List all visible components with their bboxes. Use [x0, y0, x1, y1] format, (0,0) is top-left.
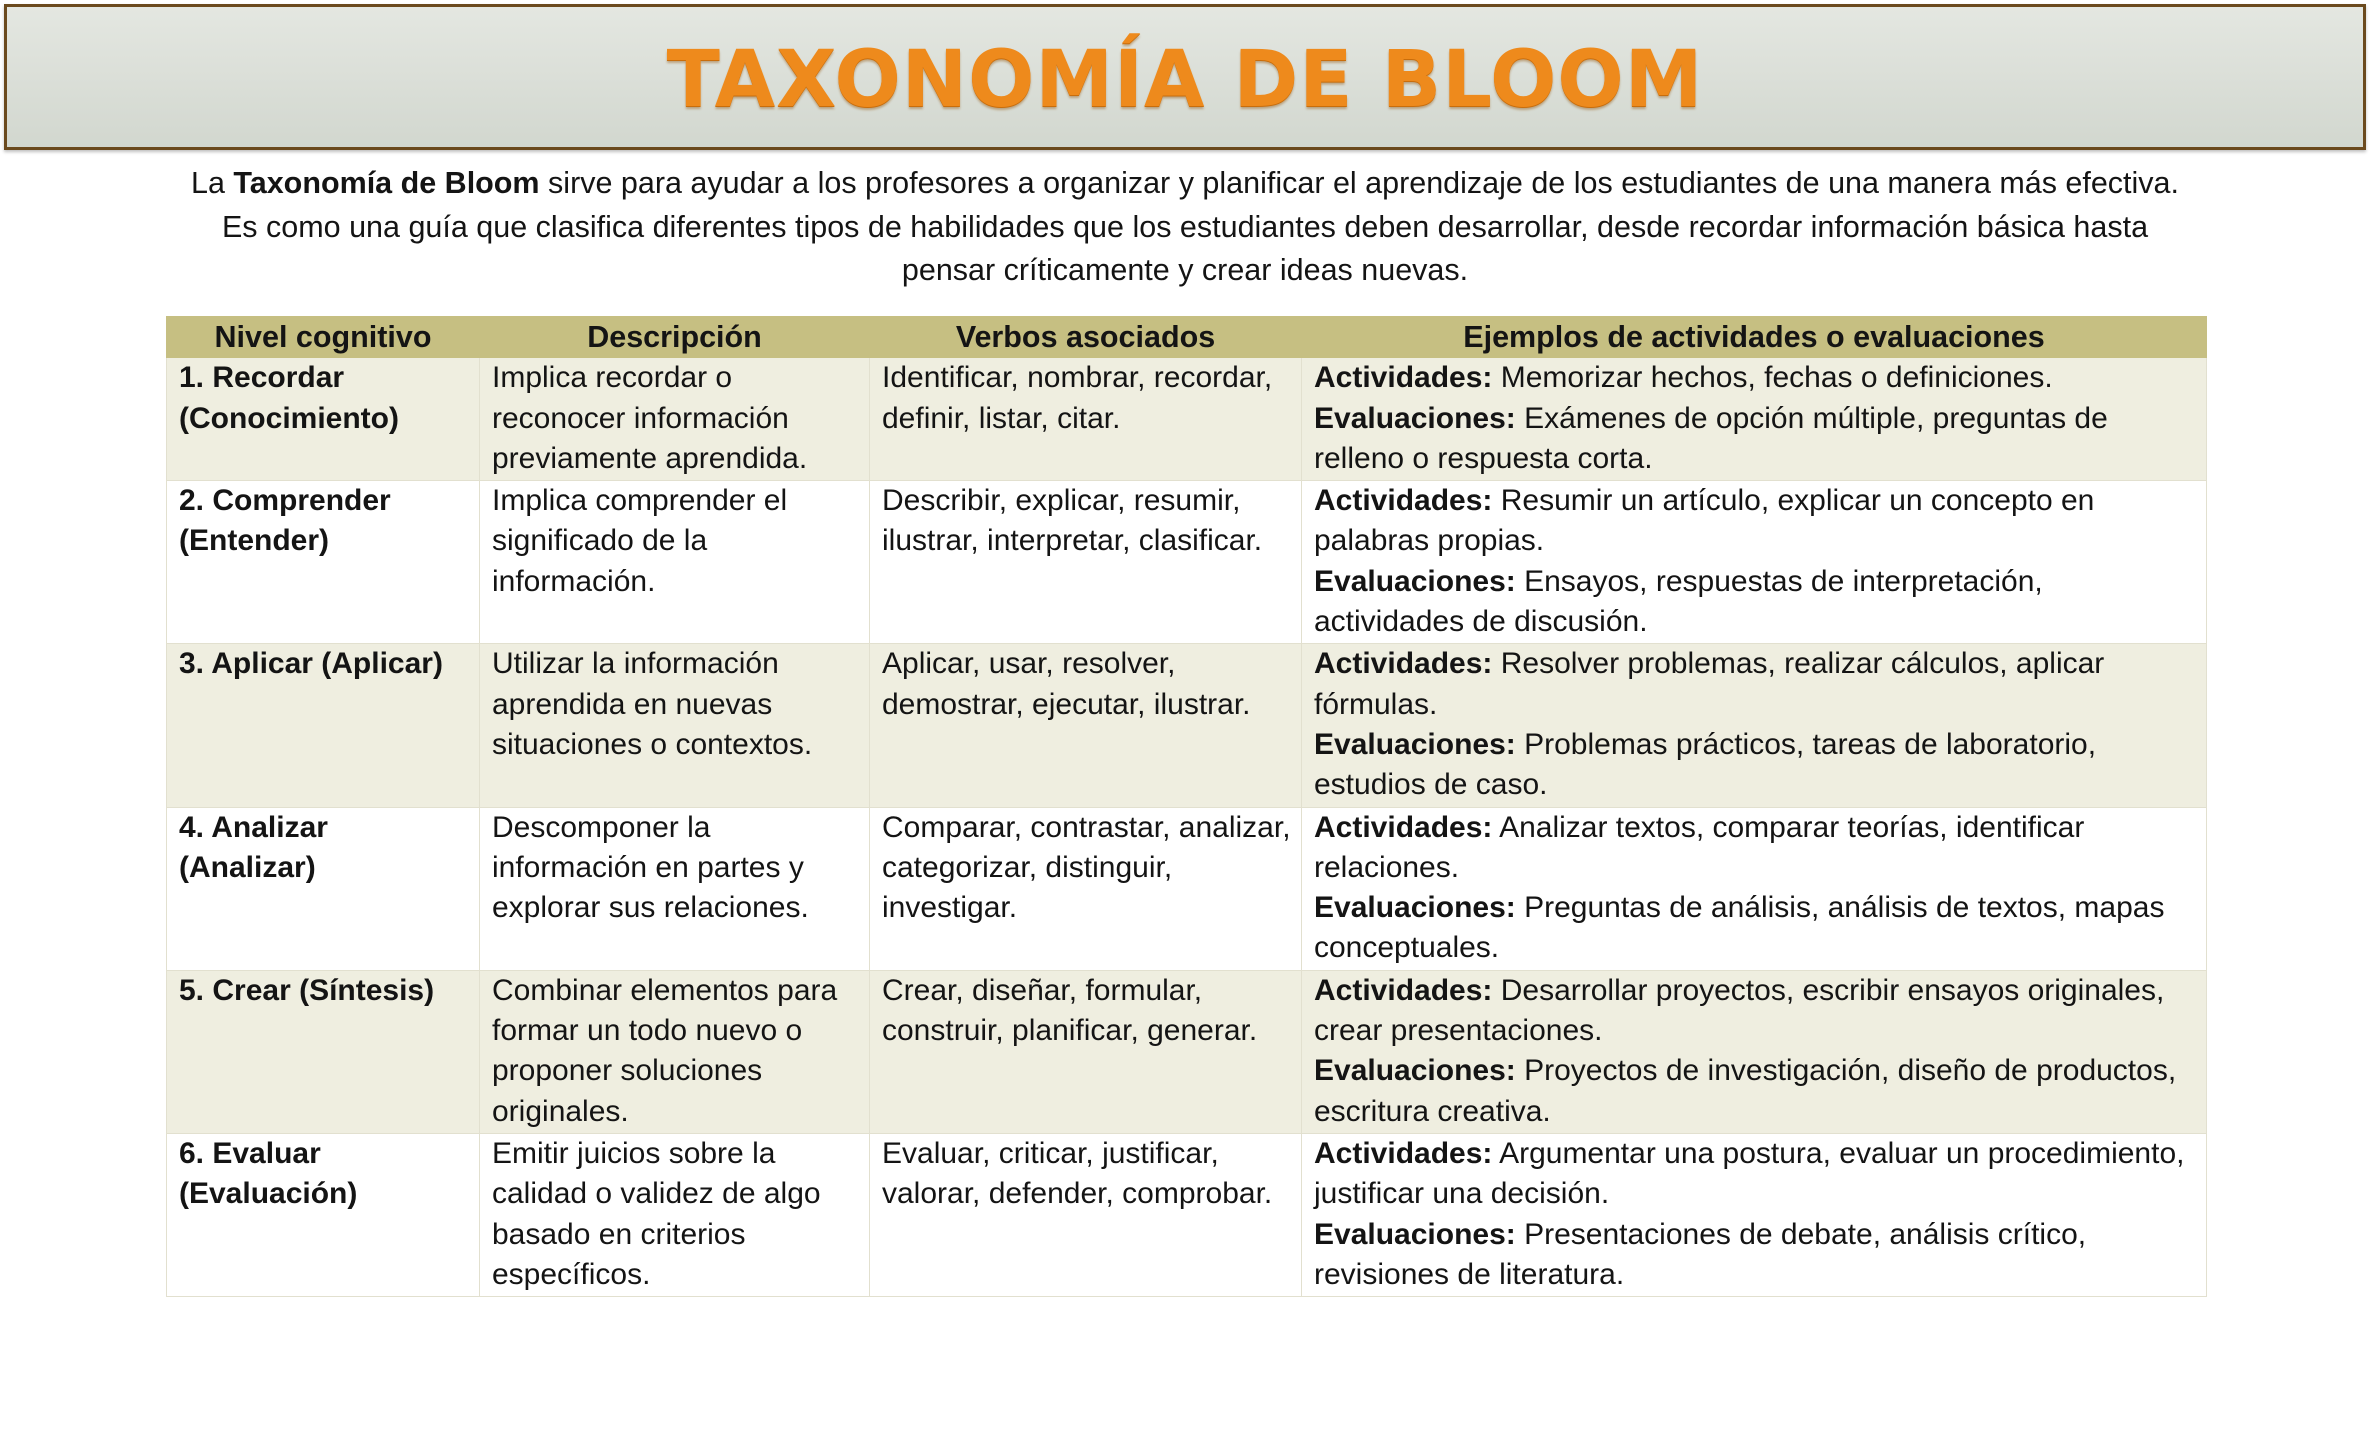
evaluations-label: Evaluaciones: — [1314, 727, 1516, 761]
evaluations-text: Problemas prácticos, tareas de laboratorio, estudios de caso. — [1314, 727, 2097, 802]
header-descripcion: Descripción — [480, 317, 870, 358]
evaluations-text: Presentaciones de debate, análisis crítico, revisiones de literatura. — [1314, 1217, 2087, 1291]
activities-text: Memorizar hechos, fechas o definiciones. — [1492, 361, 2053, 395]
intro-bold-term: Taxonomía de Bloom — [233, 166, 540, 200]
page-title: TAXONOMÍA DE BLOOM — [666, 35, 1704, 125]
examples-cell — [1302, 644, 2207, 807]
activities-label: Actividades: — [1314, 484, 1493, 518]
level-cell: 3. Aplicar (Aplicar) — [167, 644, 480, 807]
evaluations-label: Evaluaciones: — [1314, 564, 1516, 598]
activities-line — [1314, 644, 2196, 725]
evaluations-text: Preguntas de análisis, análisis de textos, mapas conceptuales. — [1314, 891, 2165, 965]
table-row — [167, 644, 2207, 807]
evaluations-text: Exámenes de opción múltiple, preguntas de relleno o respuesta corta. — [1314, 401, 2108, 475]
table-row — [167, 358, 2207, 481]
level-cell: 1. Recordar (Conocimiento) — [167, 358, 480, 481]
header-ejemplos: Ejemplos de actividades o evaluaciones — [1302, 317, 2207, 358]
verbs-cell: Describir, explicar, resumir, ilustrar, interpretar, clasificar. — [870, 481, 1302, 644]
table-row — [167, 1133, 2207, 1296]
intro-text-rest: sirve para ayudar a los profesores a organizar y planificar el aprendizaje de los estudiantes de una manera más efectiva. Es como una guía que clasifica diferentes tipos de habilidades que los estudiantes deben desarrollar, desde recordar información básica hasta pensar críticamente y crear ideas nuevas. — [221, 166, 2179, 287]
description-cell: Combinar elementos para formar un todo nuevo o proponer soluciones originales. — [480, 970, 870, 1133]
table-row — [167, 807, 2207, 970]
evaluations-line — [1314, 725, 2196, 806]
evaluations-label: Evaluaciones: — [1314, 891, 1516, 925]
evaluations-line — [1314, 399, 2196, 480]
level-cell: 6. Evaluar (Evaluación) — [167, 1133, 480, 1296]
activities-text: Resolver problemas, realizar cálculos, aplicar fórmulas. — [1314, 647, 2105, 721]
intro-text-start: La — [190, 166, 234, 200]
examples-cell — [1302, 481, 2207, 644]
evaluations-label: Evaluaciones: — [1314, 401, 1516, 435]
evaluations-text: Ensayos, respuestas de interpretación, actividades de discusión. — [1314, 564, 2043, 639]
activities-text: Analizar textos, comparar teorías, identificar relaciones. — [1314, 810, 2085, 884]
activities-line — [1314, 808, 2196, 889]
activities-label: Actividades: — [1314, 647, 1493, 681]
table-header-row — [167, 317, 2207, 358]
activities-line — [1314, 1134, 2196, 1215]
verbs-cell: Comparar, contrastar, analizar, categorizar, distinguir, investigar. — [870, 807, 1302, 970]
verbs-cell: Evaluar, criticar, justificar, valorar, defender, comprobar. — [870, 1133, 1302, 1296]
description-cell: Implica comprender el significado de la información. — [480, 481, 870, 644]
evaluations-line — [1314, 1215, 2196, 1296]
activities-text: Resumir un artículo, explicar un concepto en palabras propias. — [1314, 484, 2095, 558]
examples-cell — [1302, 1133, 2207, 1296]
description-cell: Emitir juicios sobre la calidad o validez de algo basado en criterios específicos. — [480, 1133, 870, 1296]
evaluations-line — [1314, 888, 2196, 969]
intro-paragraph — [190, 162, 2180, 293]
activities-label: Actividades: — [1314, 1136, 1493, 1170]
activities-text: Argumentar una postura, evaluar un procedimiento, justificar una decisión. — [1314, 1136, 2185, 1211]
evaluations-label: Evaluaciones: — [1314, 1054, 1516, 1088]
verbs-cell: Aplicar, usar, resolver, demostrar, ejecutar, ilustrar. — [870, 644, 1302, 807]
description-cell: Implica recordar o reconocer información previamente aprendida. — [480, 358, 870, 481]
activities-label: Actividades: — [1314, 810, 1493, 844]
title-banner — [4, 4, 2366, 150]
level-cell: 5. Crear (Síntesis) — [167, 970, 480, 1133]
activities-text: Desarrollar proyectos, escribir ensayos originales, crear presentaciones. — [1314, 973, 2165, 1048]
description-cell: Descomponer la información en partes y explorar sus relaciones. — [480, 807, 870, 970]
activities-label: Actividades: — [1314, 361, 1493, 395]
evaluations-label: Evaluaciones: — [1314, 1217, 1516, 1251]
activities-label: Actividades: — [1314, 973, 1493, 1007]
activities-line — [1314, 971, 2196, 1052]
verbs-cell: Identificar, nombrar, recordar, definir, listar, citar. — [870, 358, 1302, 481]
examples-cell — [1302, 358, 2207, 481]
verbs-cell: Crear, diseñar, formular, construir, planificar, generar. — [870, 970, 1302, 1133]
evaluations-text: Proyectos de investigación, diseño de productos, escritura creativa. — [1314, 1054, 2177, 1128]
header-nivel-cognitivo: Nivel cognitivo — [167, 317, 480, 358]
examples-cell — [1302, 807, 2207, 970]
description-cell: Utilizar la información aprendida en nuevas situaciones o contextos. — [480, 644, 870, 807]
activities-line — [1314, 481, 2196, 562]
table-row — [167, 481, 2207, 644]
examples-cell — [1302, 970, 2207, 1133]
evaluations-line — [1314, 562, 2196, 643]
level-cell: 2. Comprender (Entender) — [167, 481, 480, 644]
level-cell: 4. Analizar (Analizar) — [167, 807, 480, 970]
activities-line — [1314, 358, 2196, 398]
bloom-taxonomy-table — [166, 316, 2207, 1297]
evaluations-line — [1314, 1051, 2196, 1132]
header-verbos-asociados: Verbos asociados — [870, 317, 1302, 358]
table-row — [167, 970, 2207, 1133]
